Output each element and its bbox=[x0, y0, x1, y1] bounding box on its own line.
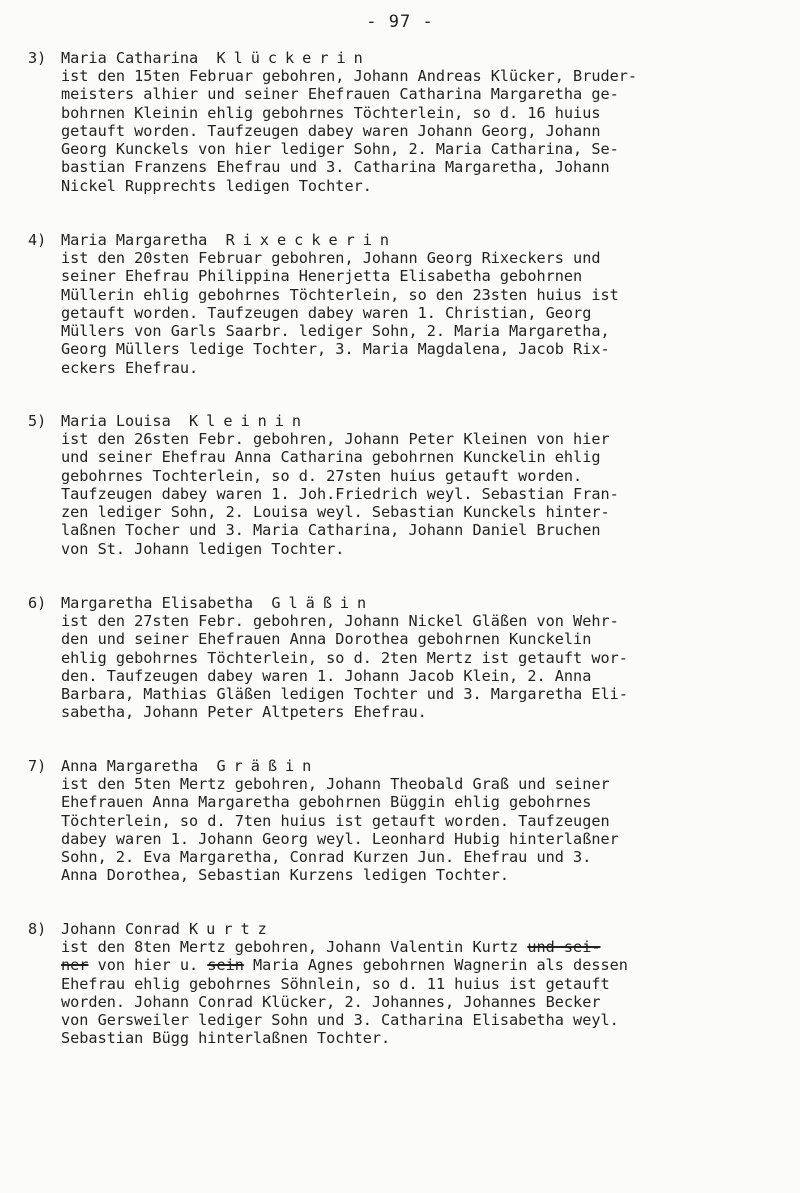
surname: Gläßin bbox=[271, 594, 375, 612]
entry-line: getauft worden. Taufzeugen dabey waren 1. Christian, Georg bbox=[61, 303, 592, 322]
entry-body bbox=[61, 249, 619, 377]
entry-line: Barbara, Mathias Gläßen ledigen Tochter und 3. Margaretha Eli- bbox=[61, 685, 628, 704]
entry-line: zen lediger Sohn, 2. Louisa weyl. Sebastian Kunckels hinter- bbox=[61, 503, 610, 522]
given-names: Maria Margaretha bbox=[61, 231, 208, 249]
entry-number: 8) bbox=[28, 920, 47, 938]
entry-line: Müllerin ehlig gebohrnes Töchterlein, so den 23sten huius ist bbox=[61, 285, 619, 304]
entry-line: Sohn, 2. Eva Margaretha, Conrad Kurzen Jun. Ehefrau und 3. bbox=[61, 848, 592, 867]
entry-line: Anna Dorothea, Sebastian Kurzens ledigen Tochter. bbox=[61, 866, 510, 885]
struck-text: und sei- bbox=[527, 938, 601, 956]
entry-line: laßnen Tocher und 3. Maria Catharina, Johann Daniel Bruchen bbox=[61, 521, 601, 540]
entry-number: 7) bbox=[28, 757, 47, 775]
line-text: von hier u. bbox=[88, 956, 208, 975]
struck-text: sein bbox=[207, 956, 244, 975]
entry-heading bbox=[61, 757, 319, 775]
entry-line: Taufzeugen dabey waren 1. Joh.Friedrich weyl. Sebastian Fran- bbox=[61, 484, 619, 503]
entry-line: Georg Müllers ledige Tochter, 3. Maria Magdalena, Jacob Rix- bbox=[61, 340, 610, 359]
entry-line: und seiner Ehefrau Anna Catharina gebohrnen Kunckelin ehlig bbox=[61, 448, 601, 467]
entry-line: seiner Ehefrau Philippina Henerjetta Elisabetha gebohrnen bbox=[61, 267, 583, 286]
entry-number: 6) bbox=[28, 594, 47, 612]
entry-number: 3) bbox=[28, 49, 47, 67]
given-names: Maria Catharina bbox=[61, 49, 199, 67]
entry-heading bbox=[61, 412, 309, 430]
entry-line bbox=[61, 956, 628, 974]
entry-heading bbox=[61, 49, 371, 67]
entry-line: Müllers von Garls Saarbr. lediger Sohn, 2. Maria Margaretha, bbox=[61, 322, 610, 341]
entry-body bbox=[61, 938, 628, 1048]
entry-line: sabetha, Johann Peter Altpeters Ehefrau. bbox=[61, 703, 427, 722]
entry-line: bohrnen Kleinin ehlig gebohrnes Töchterlein, so d. 16 huius bbox=[61, 103, 601, 122]
entry-line: ist den 26sten Febr. gebohren, Johann Peter Kleinen von hier bbox=[61, 430, 610, 448]
entry-line: ist den 27sten Febr. gebohren, Johann Nickel Gläßen von Wehr- bbox=[61, 612, 619, 630]
entry-heading bbox=[61, 231, 397, 249]
entry-line: ist den 20sten Februar gebohren, Johann Georg Rixeckers und bbox=[61, 249, 601, 267]
entry-number: 5) bbox=[28, 412, 47, 430]
entry-line: Töchterlein, so d. 7ten huius ist getauft worden. Taufzeugen bbox=[61, 811, 610, 830]
entry-line: ehlig gebohrnes Töchterlein, so d. 2ten Mertz ist getauft wor- bbox=[61, 648, 628, 667]
entry-line: Georg Kunckels von hier lediger Sohn, 2. Maria Catharina, Se- bbox=[61, 140, 619, 159]
entry-line: Sebastian Bügg hinterlaßnen Tochter. bbox=[61, 1029, 391, 1048]
line-text: Maria Agnes gebohrnen Wagnerin als dessen bbox=[243, 956, 628, 975]
entry-body bbox=[61, 612, 628, 722]
entry-heading bbox=[61, 920, 275, 938]
entry-line: Nickel Rupprechts ledigen Tochter. bbox=[61, 176, 372, 195]
struck-text: ner bbox=[61, 956, 89, 975]
entry-line: eckers Ehefrau. bbox=[61, 358, 199, 377]
given-names: Johann Conrad bbox=[61, 920, 180, 938]
entry-line: den. Taufzeugen dabey waren 1. Johann Jacob Klein, 2. Anna bbox=[61, 666, 592, 685]
given-names: Anna Margaretha bbox=[61, 757, 199, 775]
entry-line: Ehefrau ehlig gebohrnes Söhnlein, so d. 11 huius ist getauft bbox=[61, 974, 610, 993]
entry-line: bastian Franzens Ehefrau und 3. Catharina Margaretha, Johann bbox=[61, 158, 610, 177]
surname: Kurtz bbox=[189, 920, 275, 938]
given-names: Margaretha Elisabetha bbox=[61, 594, 254, 612]
entry-line bbox=[61, 938, 628, 956]
entry-number: 4) bbox=[28, 231, 47, 249]
surname: Gräßin bbox=[216, 757, 320, 775]
entry-line: dabey waren 1. Johann Georg weyl. Leonhard Hubig hinterlaßner bbox=[61, 829, 619, 848]
given-names: Maria Louisa bbox=[61, 412, 171, 430]
entry-line: Ehefrauen Anna Margaretha gebohrnen Büggin ehlig gebohrnes bbox=[61, 793, 592, 812]
entry-line: ist den 5ten Mertz gebohren, Johann Theobald Graß und seiner bbox=[61, 775, 610, 793]
entry-line: von St. Johann ledigen Tochter. bbox=[61, 539, 345, 558]
entry-line: getauft worden. Taufzeugen dabey waren Johann Georg, Johann bbox=[61, 121, 601, 140]
line-text: ist den 8ten Mertz gebohren, Johann Valentin Kurtz bbox=[61, 938, 528, 956]
entry-line: gebohrnes Tochterlein, so d. 27sten huius getauft worden. bbox=[61, 466, 583, 485]
entry-heading bbox=[61, 594, 374, 612]
page-number: - 97 - bbox=[366, 12, 434, 32]
surname: Rixeckerin bbox=[225, 231, 398, 249]
entry-body bbox=[61, 775, 619, 885]
entry-body bbox=[61, 67, 637, 195]
surname: Kleinin bbox=[189, 412, 310, 430]
entry-line: meisters alhier und seiner Ehefrauen Catharina Margaretha ge- bbox=[61, 85, 619, 104]
entry-line: ist den 15ten Februar gebohren, Johann Andreas Klücker, Bruder- bbox=[61, 67, 638, 85]
entry-line: den und seiner Ehefrauen Anna Dorothea gebohrnen Kunckelin bbox=[61, 630, 592, 649]
entry-line: von Gersweiler lediger Sohn und 3. Catharina Elisabetha weyl. bbox=[61, 1011, 619, 1030]
entry-line: worden. Johann Conrad Klücker, 2. Johannes, Johannes Becker bbox=[61, 992, 601, 1011]
surname: Klückerin bbox=[216, 49, 371, 67]
entry-body bbox=[61, 430, 619, 558]
